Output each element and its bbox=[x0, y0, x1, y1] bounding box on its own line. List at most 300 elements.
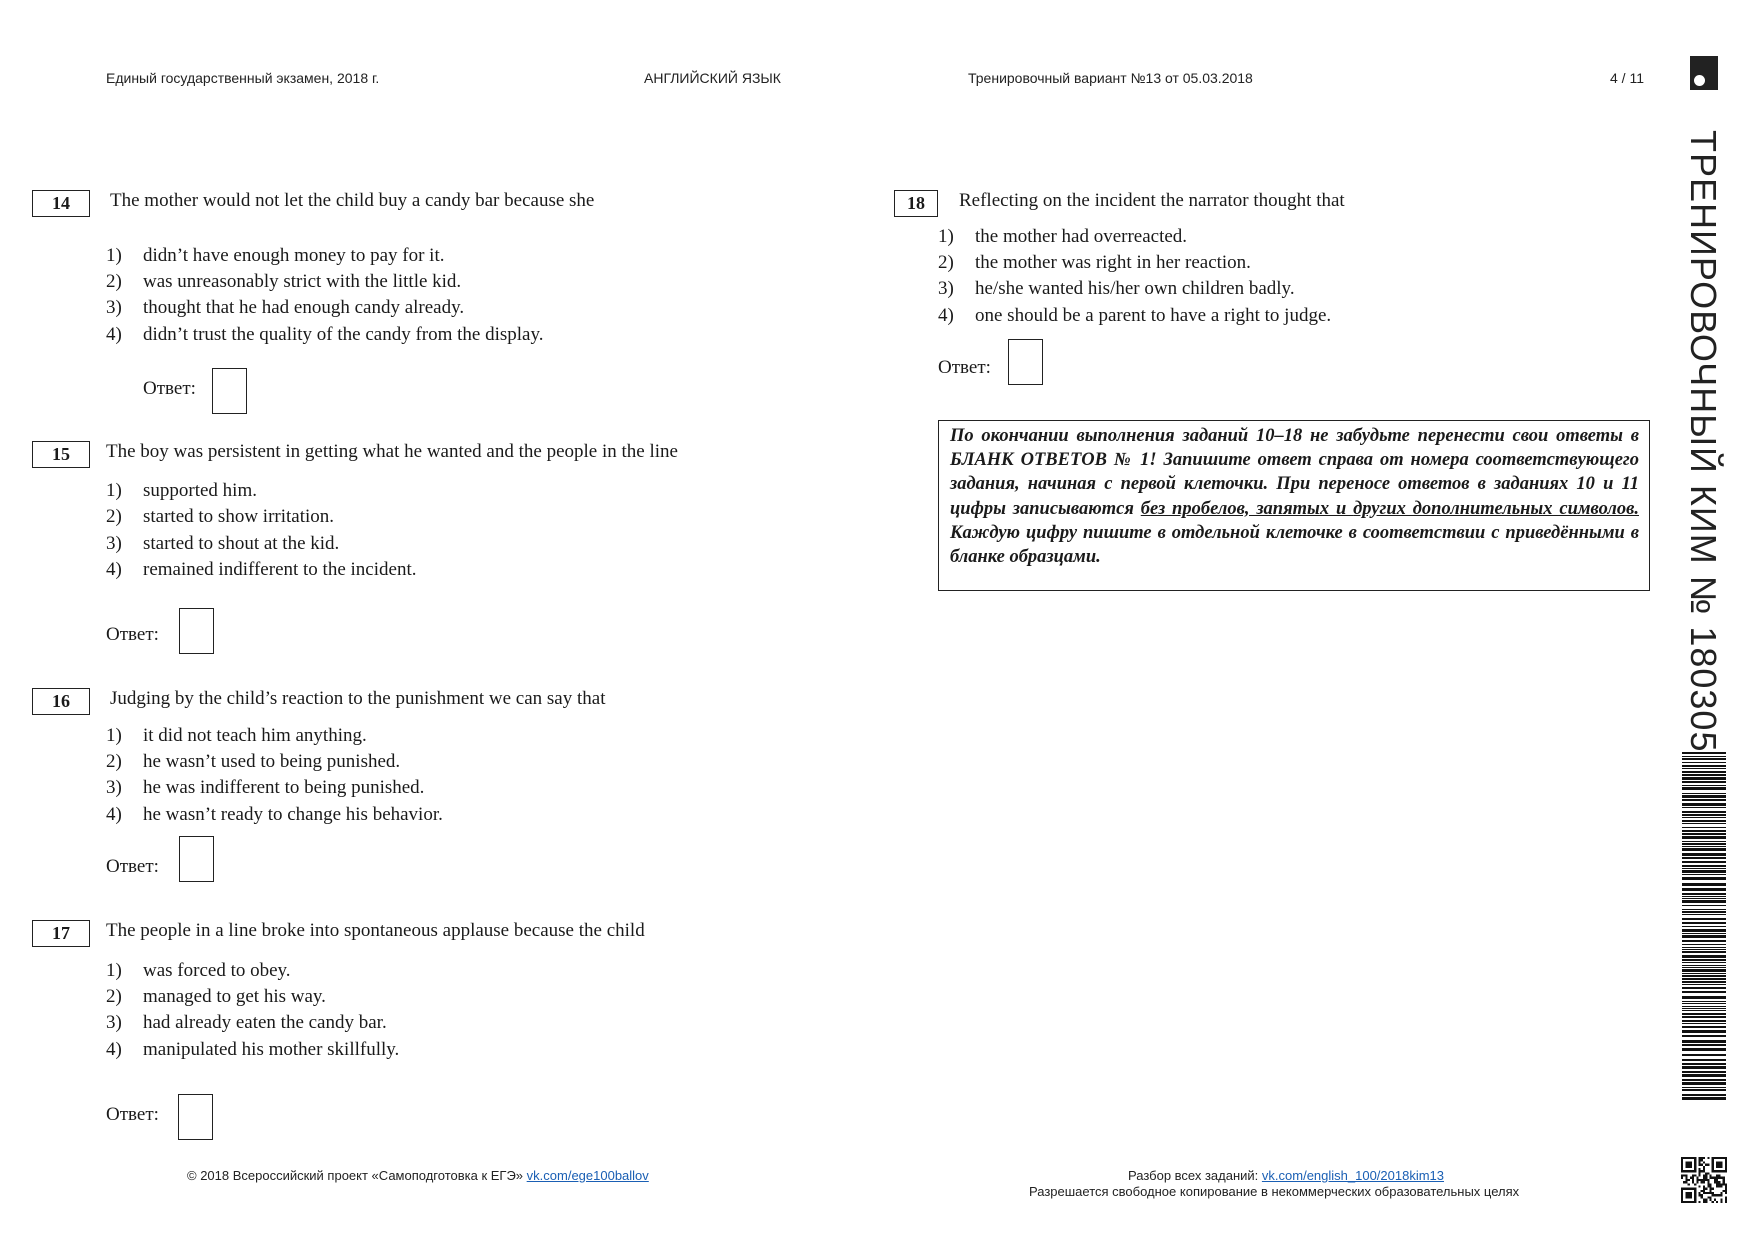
option-2 bbox=[106, 271, 461, 293]
qr-module bbox=[1699, 1172, 1701, 1174]
qr-module bbox=[1699, 1168, 1701, 1170]
qr-module bbox=[1718, 1175, 1720, 1177]
option-1 bbox=[106, 480, 257, 502]
qr-module bbox=[1690, 1177, 1692, 1179]
qr-module bbox=[1707, 1164, 1709, 1166]
option-text: was forced to obey. bbox=[143, 960, 291, 981]
task-question: Judging by the child’s reaction to the punishment we can say that bbox=[110, 688, 606, 709]
barcode-bar bbox=[1682, 967, 1726, 968]
qr-module bbox=[1718, 1185, 1720, 1187]
barcode-bar bbox=[1682, 762, 1726, 763]
qr-module bbox=[1692, 1181, 1694, 1183]
barcode-bar bbox=[1682, 820, 1726, 822]
qr-module bbox=[1707, 1181, 1709, 1183]
barcode-bar bbox=[1682, 1063, 1726, 1065]
qr-module bbox=[1716, 1179, 1718, 1181]
barcode-bar bbox=[1682, 830, 1726, 832]
barcode-bar bbox=[1682, 978, 1726, 980]
barcode-bar bbox=[1682, 781, 1726, 783]
task-question: Reflecting on the incident the narrator thought that bbox=[959, 190, 1345, 211]
barcode-bar bbox=[1682, 918, 1726, 920]
qr-module bbox=[1699, 1164, 1701, 1166]
task-question: The people in a line broke into spontaneous applause because the child bbox=[106, 920, 645, 941]
option-2 bbox=[106, 506, 334, 528]
barcode-bar bbox=[1682, 793, 1726, 794]
barcode-bar bbox=[1682, 991, 1726, 993]
option-text: had already eaten the candy bar. bbox=[143, 1012, 387, 1033]
qr-module bbox=[1696, 1181, 1698, 1183]
footer-right-link[interactable]: vk.com/english_100/2018kim13 bbox=[1261, 1168, 1445, 1183]
barcode-bar bbox=[1682, 865, 1726, 867]
barcode-bar bbox=[1682, 877, 1726, 880]
qr-module bbox=[1716, 1177, 1718, 1179]
barcode-bar bbox=[1682, 1066, 1726, 1069]
barcode-bar bbox=[1682, 951, 1726, 953]
footer-right-line2: Разрешается свободное копирование в некоммерческих образовательных целях bbox=[1029, 1184, 1520, 1199]
qr-module bbox=[1705, 1177, 1707, 1179]
qr-module bbox=[1707, 1183, 1709, 1185]
notice-underlined-text: других дополнительных символов. bbox=[1353, 498, 1639, 519]
option-number: 1) bbox=[106, 480, 122, 501]
option-text: didn’t trust the quality of the candy from the display. bbox=[143, 324, 544, 345]
qr-module bbox=[1716, 1161, 1723, 1168]
barcode-bar bbox=[1682, 1030, 1726, 1033]
barcode-bar bbox=[1682, 787, 1726, 790]
barcode-bar bbox=[1682, 893, 1726, 895]
option-4 bbox=[106, 559, 416, 581]
qr-module bbox=[1699, 1175, 1701, 1177]
qr-module bbox=[1725, 1196, 1727, 1198]
option-number: 1) bbox=[938, 226, 954, 247]
qr-module bbox=[1709, 1188, 1711, 1190]
qr-module bbox=[1705, 1201, 1707, 1203]
qr-module bbox=[1703, 1201, 1705, 1203]
footer-left-link[interactable]: vk.com/ege100ballov bbox=[526, 1168, 649, 1183]
option-1 bbox=[106, 960, 291, 982]
qr-module bbox=[1714, 1194, 1716, 1196]
barcode-bar bbox=[1682, 1094, 1726, 1096]
option-3 bbox=[938, 278, 1295, 300]
option-text: the mother had overreacted. bbox=[975, 226, 1188, 247]
qr-module bbox=[1692, 1177, 1694, 1179]
side-title-text: ТРЕНИРОВОЧНЫЙ КИМ № 180305 bbox=[1683, 130, 1724, 753]
qr-module bbox=[1703, 1181, 1705, 1183]
barcode-bar bbox=[1682, 896, 1726, 897]
option-number: 4) bbox=[106, 804, 122, 825]
barcode-bar bbox=[1682, 965, 1726, 966]
qr-module bbox=[1681, 1175, 1683, 1177]
barcode-bar bbox=[1682, 922, 1726, 924]
qr-module bbox=[1685, 1181, 1687, 1183]
qr-module bbox=[1685, 1175, 1687, 1177]
qr-module bbox=[1703, 1170, 1705, 1172]
barcode-bar bbox=[1682, 940, 1726, 942]
qr-module bbox=[1716, 1183, 1718, 1185]
barcode-bar bbox=[1682, 768, 1726, 769]
option-number: 4) bbox=[938, 305, 954, 326]
barcode-bar bbox=[1682, 955, 1726, 958]
barcode-bar bbox=[1682, 1023, 1726, 1024]
answer-label: Ответ: bbox=[106, 856, 159, 877]
option-number: 3) bbox=[106, 297, 122, 318]
barcode-bar bbox=[1682, 935, 1726, 938]
qr-module bbox=[1701, 1194, 1703, 1196]
option-text: he was indifferent to being punished. bbox=[143, 777, 425, 798]
answer-label: Ответ: bbox=[938, 357, 991, 378]
qr-module bbox=[1701, 1159, 1703, 1161]
qr-module bbox=[1707, 1185, 1709, 1187]
qr-module bbox=[1720, 1199, 1722, 1201]
option-text: thought that he had enough candy already. bbox=[143, 297, 465, 318]
option-text: started to show irritation. bbox=[143, 506, 335, 527]
answer-box[interactable] bbox=[178, 1094, 213, 1140]
barcode-bar bbox=[1682, 1044, 1726, 1046]
qr-module bbox=[1705, 1172, 1707, 1174]
option-number: 4) bbox=[106, 559, 122, 580]
barcode-bar bbox=[1682, 1089, 1726, 1091]
option-number: 3) bbox=[106, 1012, 122, 1033]
qr-module bbox=[1714, 1199, 1716, 1201]
qr-module bbox=[1683, 1175, 1685, 1177]
qr-module bbox=[1723, 1190, 1725, 1192]
option-number: 2) bbox=[938, 252, 954, 273]
qr-module bbox=[1707, 1172, 1709, 1174]
qr-module bbox=[1720, 1177, 1722, 1179]
qr-module bbox=[1688, 1179, 1690, 1181]
barcode-bar bbox=[1682, 1071, 1726, 1073]
task-number: 14 bbox=[32, 190, 90, 217]
qr-module bbox=[1703, 1179, 1705, 1181]
barcode-bar bbox=[1682, 861, 1726, 863]
barcode-bar bbox=[1682, 933, 1726, 934]
barcode-bar bbox=[1682, 817, 1726, 818]
barcode-bar bbox=[1682, 814, 1726, 816]
qr-module bbox=[1705, 1179, 1707, 1181]
barcode-bar bbox=[1682, 987, 1726, 989]
barcode-bar bbox=[1682, 1079, 1726, 1081]
option-text: he/she wanted his/her own children badly. bbox=[975, 278, 1295, 299]
qr-module bbox=[1696, 1177, 1698, 1179]
qr-module bbox=[1699, 1192, 1701, 1194]
option-text: he wasn’t used to being punished. bbox=[143, 751, 401, 772]
qr-module bbox=[1699, 1161, 1701, 1163]
barcode-bar bbox=[1682, 1040, 1726, 1043]
qr-module bbox=[1699, 1159, 1701, 1161]
barcode-bar bbox=[1682, 984, 1726, 985]
barcode-bar bbox=[1682, 785, 1726, 786]
option-1 bbox=[106, 245, 444, 267]
barcode-bar bbox=[1682, 1003, 1726, 1004]
qr-module bbox=[1692, 1175, 1694, 1177]
qr-module bbox=[1718, 1183, 1720, 1185]
barcode-bar bbox=[1682, 1035, 1726, 1037]
qr-module bbox=[1703, 1199, 1705, 1201]
qr-module bbox=[1701, 1164, 1703, 1166]
qr-module bbox=[1701, 1170, 1703, 1172]
barcode-bar bbox=[1682, 843, 1726, 845]
option-number: 2) bbox=[106, 751, 122, 772]
barcode-bar bbox=[1682, 752, 1726, 754]
qr-module bbox=[1705, 1164, 1707, 1166]
option-text: managed to get his way. bbox=[143, 986, 326, 1007]
qr-module bbox=[1720, 1201, 1722, 1203]
option-1 bbox=[106, 725, 367, 747]
answer-box[interactable] bbox=[179, 836, 214, 882]
barcode-bar bbox=[1682, 1006, 1726, 1007]
option-text: started to shout at the kid. bbox=[143, 533, 340, 554]
footer-copyright: © 2018 Всероссийский проект «Самоподготовка к ЕГЭ» bbox=[187, 1168, 527, 1183]
header-subject: АНГЛИЙСКИЙ ЯЗЫК bbox=[644, 70, 781, 86]
qr-module bbox=[1703, 1188, 1705, 1190]
task-number: 15 bbox=[32, 441, 90, 468]
option-number: 3) bbox=[106, 777, 122, 798]
qr-module bbox=[1716, 1185, 1718, 1187]
barcode-bar bbox=[1682, 803, 1726, 806]
option-3 bbox=[106, 533, 339, 555]
option-3 bbox=[106, 777, 424, 799]
barcode-bar bbox=[1682, 1054, 1726, 1056]
barcode-bar bbox=[1682, 1013, 1726, 1015]
qr-module bbox=[1692, 1179, 1694, 1181]
barcode-bar bbox=[1682, 959, 1726, 961]
qr-module bbox=[1703, 1157, 1705, 1159]
option-4 bbox=[106, 1039, 399, 1061]
barcode-bar bbox=[1682, 1026, 1726, 1028]
qr-module bbox=[1703, 1177, 1705, 1179]
header-page-number: 4 / 11 bbox=[1610, 70, 1644, 86]
qr-module bbox=[1707, 1192, 1709, 1194]
qr-module bbox=[1703, 1168, 1705, 1170]
qr-module bbox=[1699, 1194, 1701, 1196]
task-number: 18 bbox=[894, 190, 938, 217]
instructions-notice bbox=[938, 420, 1650, 591]
footer-left bbox=[187, 1168, 649, 1183]
barcode-bar bbox=[1682, 795, 1726, 798]
qr-module bbox=[1701, 1157, 1703, 1159]
qr-module bbox=[1723, 1181, 1725, 1183]
qr-module bbox=[1725, 1188, 1727, 1190]
barcode-bar bbox=[1682, 848, 1726, 851]
qr-module bbox=[1701, 1181, 1703, 1183]
qr-module bbox=[1685, 1192, 1692, 1199]
barcode-image bbox=[1682, 752, 1726, 1100]
notice-text: Каждую цифру пишите в отдельной клеточке в соответствии с приведёнными в бланке образцами. bbox=[950, 522, 1639, 568]
option-number: 3) bbox=[106, 533, 122, 554]
barcode-bar bbox=[1682, 1016, 1726, 1018]
option-4 bbox=[938, 305, 1331, 327]
qr-module bbox=[1714, 1177, 1716, 1179]
option-number: 1) bbox=[106, 725, 122, 746]
qr-module bbox=[1705, 1192, 1707, 1194]
task-question: The mother would not let the child buy a candy bar because she bbox=[110, 190, 595, 211]
barcode-bar bbox=[1682, 823, 1726, 824]
qr-module bbox=[1683, 1181, 1685, 1183]
barcode-bar bbox=[1682, 905, 1726, 906]
barcode-bar bbox=[1682, 975, 1726, 977]
option-number: 2) bbox=[106, 986, 122, 1007]
qr-module bbox=[1685, 1179, 1687, 1181]
barcode-bar bbox=[1682, 962, 1726, 963]
barcode-bar bbox=[1682, 1087, 1726, 1088]
barcode-bar bbox=[1682, 1074, 1726, 1077]
barcode-bar bbox=[1682, 888, 1726, 891]
barcode-bar bbox=[1682, 944, 1726, 945]
barcode-bar bbox=[1682, 841, 1726, 842]
option-2 bbox=[938, 252, 1251, 274]
barcode-bar bbox=[1682, 909, 1726, 910]
barcode-bar bbox=[1682, 874, 1726, 875]
barcode-bar bbox=[1682, 898, 1726, 899]
qr-module bbox=[1685, 1177, 1687, 1179]
qr-module bbox=[1714, 1181, 1716, 1183]
barcode-bar bbox=[1682, 833, 1726, 835]
option-1 bbox=[938, 226, 1187, 248]
qr-module bbox=[1705, 1199, 1707, 1201]
option-number: 2) bbox=[106, 271, 122, 292]
barcode-bar bbox=[1682, 900, 1726, 903]
qr-module bbox=[1701, 1179, 1703, 1181]
qr-module bbox=[1681, 1177, 1683, 1179]
qr-module bbox=[1712, 1192, 1714, 1194]
option-3 bbox=[106, 297, 464, 319]
qr-module bbox=[1709, 1192, 1711, 1194]
barcode-bar bbox=[1682, 1001, 1726, 1002]
option-text: was unreasonably strict with the little kid. bbox=[143, 271, 462, 292]
task-number: 16 bbox=[32, 688, 90, 715]
qr-module bbox=[1707, 1157, 1709, 1159]
qr-module bbox=[1703, 1161, 1705, 1163]
notice-underlined-text: без пробелов, запятых и bbox=[1140, 498, 1354, 519]
qr-module bbox=[1709, 1175, 1711, 1177]
qr-module bbox=[1725, 1190, 1727, 1192]
barcode-bar bbox=[1682, 929, 1726, 932]
answer-box[interactable] bbox=[1008, 339, 1043, 385]
barcode-bar bbox=[1682, 758, 1726, 760]
qr-module bbox=[1707, 1196, 1709, 1198]
option-2 bbox=[106, 986, 326, 1008]
qr-module bbox=[1716, 1175, 1718, 1177]
qr-module bbox=[1709, 1190, 1711, 1192]
barcode-bar bbox=[1682, 870, 1726, 873]
barcode-bar bbox=[1682, 883, 1726, 886]
qr-module bbox=[1716, 1201, 1718, 1203]
answer-box[interactable] bbox=[212, 368, 247, 414]
qr-module bbox=[1718, 1194, 1720, 1196]
qr-module bbox=[1725, 1185, 1727, 1187]
barcode-bar bbox=[1682, 981, 1726, 983]
option-4 bbox=[106, 324, 544, 346]
option-text: didn’t have enough money to pay for it. bbox=[143, 245, 445, 266]
barcode-bar bbox=[1682, 949, 1726, 950]
qr-module bbox=[1709, 1183, 1711, 1185]
qr-module bbox=[1712, 1188, 1714, 1190]
option-number: 4) bbox=[106, 1039, 122, 1060]
qr-module bbox=[1712, 1177, 1714, 1179]
task-question: The boy was persistent in getting what he wanted and the people in the line bbox=[106, 441, 678, 462]
qr-module bbox=[1723, 1179, 1725, 1181]
option-text: the mother was right in her reaction. bbox=[975, 252, 1251, 273]
barcode-bar bbox=[1682, 1048, 1726, 1051]
option-4 bbox=[106, 804, 443, 826]
corner-registration-mark bbox=[1690, 56, 1718, 90]
barcode-bar bbox=[1682, 868, 1726, 869]
answer-label: Ответ: bbox=[106, 624, 159, 645]
qr-module bbox=[1714, 1179, 1716, 1181]
notice-text: По окончании выполнения заданий 10–18 не забудьте перенести свои ответы в БЛАНК ОТВЕТОВ № 1! Запишите ответ справа от номера соответствующего задания, начиная с первой клеточки. При переносе ответов в заданиях 10 и 11 цифры записываются bbox=[950, 426, 1639, 519]
answer-label: Ответ: bbox=[143, 378, 196, 399]
qr-module bbox=[1699, 1170, 1701, 1172]
barcode-bar bbox=[1682, 1020, 1726, 1022]
qr-module bbox=[1705, 1175, 1707, 1177]
qr-module bbox=[1703, 1175, 1705, 1177]
barcode-bar bbox=[1682, 811, 1726, 813]
qr-module bbox=[1701, 1190, 1703, 1192]
qr-module bbox=[1705, 1188, 1707, 1190]
footer-right-line1 bbox=[1128, 1168, 1444, 1183]
qr-module bbox=[1703, 1192, 1705, 1194]
barcode-bar bbox=[1682, 914, 1726, 915]
barcode-bar bbox=[1682, 836, 1726, 839]
qr-module bbox=[1701, 1196, 1703, 1198]
barcode-bar bbox=[1682, 799, 1726, 801]
barcode-bar bbox=[1682, 774, 1726, 776]
option-text: supported him. bbox=[143, 480, 257, 501]
qr-module bbox=[1703, 1185, 1705, 1187]
qr-module bbox=[1716, 1194, 1718, 1196]
qr-module bbox=[1718, 1177, 1720, 1179]
barcode-bar bbox=[1682, 771, 1726, 773]
barcode-bar bbox=[1682, 926, 1726, 927]
qr-module bbox=[1696, 1179, 1698, 1181]
qr-module bbox=[1723, 1183, 1725, 1185]
side-title bbox=[1683, 130, 1726, 753]
answer-box[interactable] bbox=[179, 608, 214, 654]
barcode-bar bbox=[1682, 1008, 1726, 1009]
option-text: one should be a parent to have a right to judge. bbox=[975, 305, 1332, 326]
header-exam: Единый государственный экзамен, 2018 г. bbox=[106, 70, 380, 86]
barcode-bar bbox=[1682, 1010, 1726, 1011]
option-number: 4) bbox=[106, 324, 122, 345]
qr-module bbox=[1720, 1183, 1722, 1185]
barcode-bar bbox=[1682, 973, 1726, 974]
qr-module bbox=[1699, 1179, 1701, 1181]
qr-module bbox=[1725, 1201, 1727, 1203]
barcode-bar bbox=[1682, 853, 1726, 856]
footer-review-label: Разбор всех заданий: bbox=[1128, 1168, 1262, 1183]
barcode-bar bbox=[1682, 827, 1726, 828]
header-variant: Тренировочный вариант №13 от 05.03.2018 bbox=[968, 70, 1253, 86]
qr-module bbox=[1720, 1192, 1722, 1194]
barcode-bar bbox=[1682, 969, 1726, 972]
option-text: he wasn’t ready to change his behavior. bbox=[143, 804, 443, 825]
answer-label: Ответ: bbox=[106, 1104, 159, 1125]
option-text: it did not teach him anything. bbox=[143, 725, 367, 746]
qr-module bbox=[1709, 1196, 1711, 1198]
qr-module bbox=[1725, 1192, 1727, 1194]
barcode-bar bbox=[1682, 807, 1726, 808]
qr-module bbox=[1699, 1185, 1701, 1187]
option-number: 1) bbox=[106, 245, 122, 266]
qr-module bbox=[1725, 1199, 1727, 1201]
qr-module bbox=[1716, 1181, 1718, 1183]
option-text: manipulated his mother skillfully. bbox=[143, 1039, 400, 1060]
qr-module bbox=[1699, 1201, 1701, 1203]
qr-module bbox=[1725, 1183, 1727, 1185]
qr-module bbox=[1699, 1157, 1701, 1159]
barcode-bar bbox=[1682, 846, 1726, 847]
qr-code-image bbox=[1681, 1157, 1727, 1203]
qr-module bbox=[1712, 1194, 1714, 1196]
